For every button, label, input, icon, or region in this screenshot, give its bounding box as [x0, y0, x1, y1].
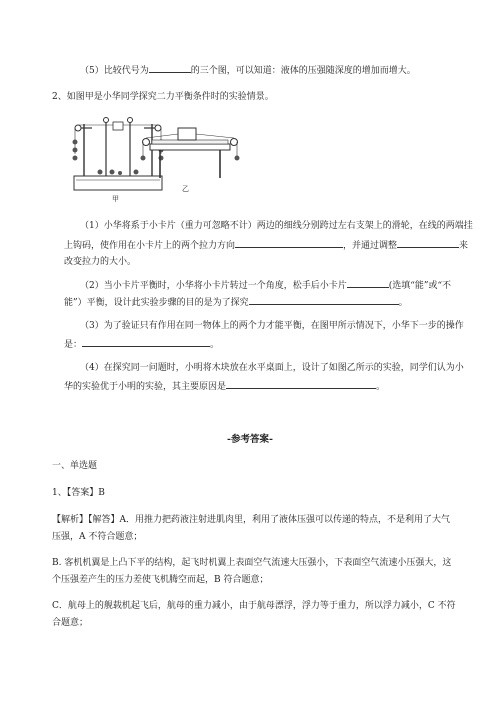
sub1-blank-direction [235, 238, 343, 248]
answer-b-line1: B. 客机机翼是上凸下平的结构，起飞时机翼上表面空气流速大压强小，下表面空气流速小压强大，这 [52, 558, 452, 568]
sub1-text-a: 上钩码，使作用在小卡片上的两个拉力方向 [64, 241, 236, 251]
sub2-line2 [64, 295, 408, 309]
sub3-blank-step [82, 337, 210, 347]
sub1-blank-adjust [397, 238, 459, 248]
sub3-text-a: 是： [64, 340, 83, 350]
sub2-text-c: 能”）平衡，设计此实验步骤的目的是为了探究 [64, 298, 249, 308]
sub2-text-a: （2）当小卡片平衡时，小华将小卡片转过一个角度，松手后小卡片 [80, 281, 347, 291]
answers-section: 一、单选题 [52, 461, 98, 471]
sub1-text-b: ，并通过调整 [343, 241, 398, 251]
sub1-line3: 改变拉力的大小。 [64, 257, 137, 267]
sub1-text-c: 来 [459, 241, 469, 251]
sub1-line2 [64, 238, 468, 252]
q5-text-after: 的三个图，可以知道：液体的压强随深度的增加而增大。 [190, 66, 416, 76]
answers-q1: 1、【答案】B [52, 488, 105, 498]
sub2-text-d: 。 [398, 298, 408, 308]
sub3-line2 [64, 337, 219, 351]
figure-label-jia: 甲 [112, 195, 119, 203]
answer-a-line2: 压强，A 不符合题意； [52, 532, 143, 542]
sub2-blank-balance [347, 278, 389, 288]
answer-b-line2: 个压强差产生的压力差使飞机腾空而起，B 符合题意； [52, 575, 269, 585]
sub4-line1: （4）在探究同一问题时，小明将木块放在水平桌面上，设计了如图乙所示的实验，同学们认为小 [80, 363, 464, 373]
sub4-line2 [64, 379, 385, 393]
sub1-line1: （1）小华将系于小卡片（重力可忽略不计）两边的细线分别跨过左右支架上的滑轮，在线的两端挂 [80, 221, 473, 231]
figure-label-yi: 乙 [182, 185, 189, 193]
sub2-line1 [80, 278, 451, 292]
sub4-text-a: 华的实验优于小明的实验，其主要原因是 [64, 382, 227, 392]
sub3-text-b: 。 [210, 340, 220, 350]
answer-a-line1: 【解析】【解答】A．用推力把药液注射进肌肉里，利用了液体压强可以传递的特点，不是利用了大气 [52, 515, 451, 525]
sub2-text-b: (选填“能”或“不 [388, 281, 452, 291]
figure-yi [140, 124, 240, 180]
q5-text-before: （5）比较代号为 [80, 66, 149, 76]
sub2-blank-purpose [249, 295, 399, 305]
sub4-text-b: 。 [376, 382, 386, 392]
q5-line [80, 63, 416, 77]
sub4-blank-reason [226, 379, 376, 389]
sub3-line1: （3）为了验证只有作用在同一物体上的两个力才能平衡，在图甲所示情况下，小华下一步的操作 [80, 321, 464, 331]
q5-blank [149, 63, 191, 73]
answer-c-line1: C．航母上的舰载机起飞后，航母的重力减小，由于航母漂浮，浮力等于重力，所以浮力减小，C 不符 [52, 601, 456, 611]
q2-title: 2、如图甲是小华同学探究二力平衡条件时的实验情景。 [52, 92, 274, 102]
answers-heading: -参考答案- [227, 434, 273, 445]
answer-c-line2: 合题意； [52, 618, 89, 628]
